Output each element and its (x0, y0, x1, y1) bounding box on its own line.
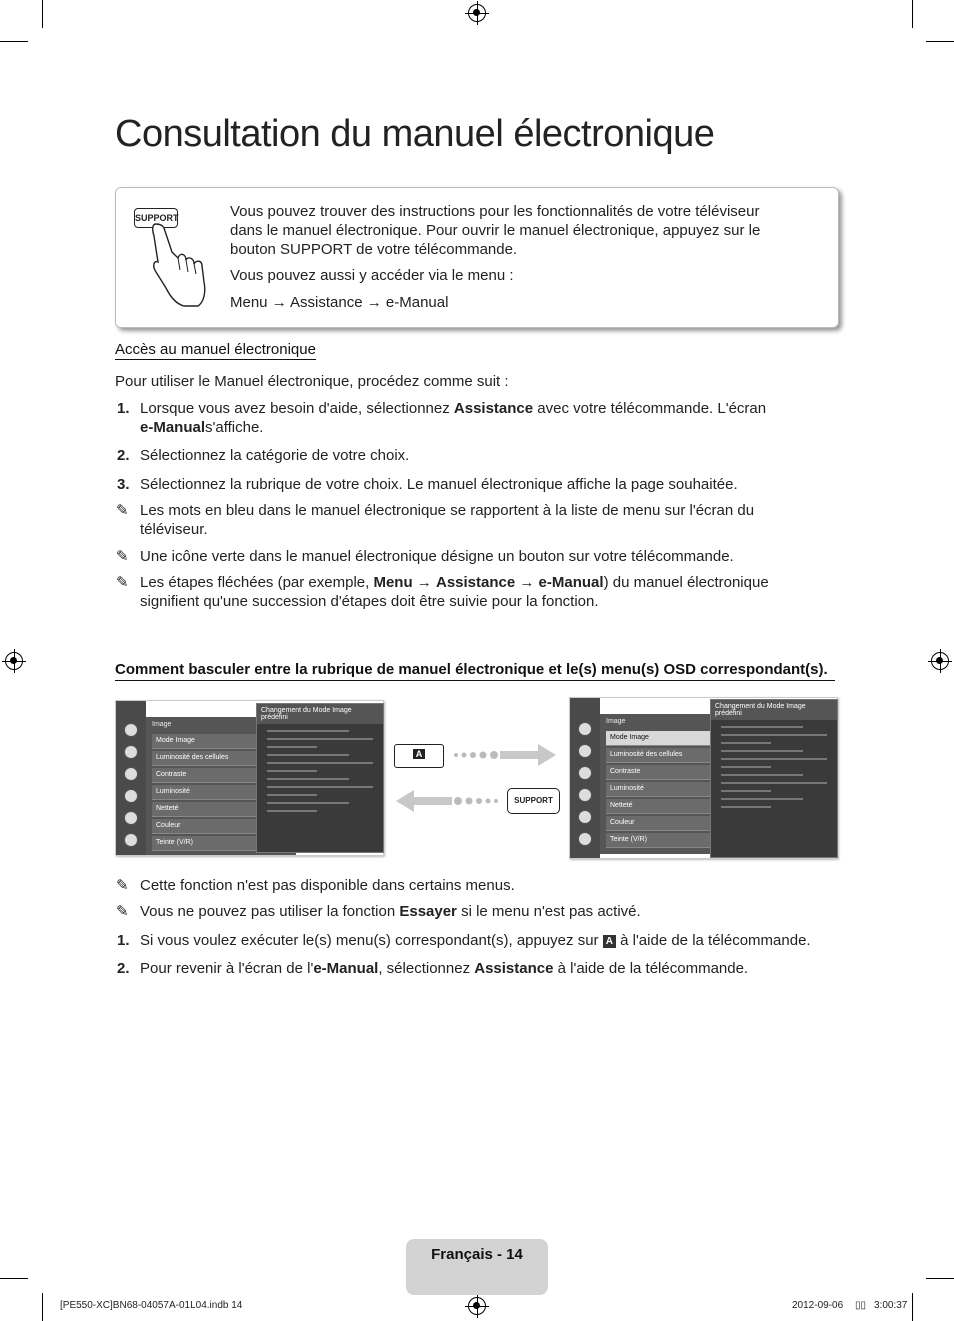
note-text: Une icône verte dans le manuel électronique désigne un bouton sur votre télécommande. (140, 548, 734, 565)
step-number: 1. (117, 400, 130, 417)
menu-header: Image (152, 721, 172, 728)
info-text-line: dans le manuel électronique. Pour ouvrir le manuel électronique, appuyez sur le (230, 222, 761, 239)
info-text-line: Vous pouvez trouver des instructions pour les fonctionnalités de votre téléviseur (230, 203, 760, 220)
manual-panel (710, 699, 838, 858)
note-text: téléviseur. (140, 521, 208, 538)
page-number-tab: Français - 14 (406, 1239, 548, 1295)
note-text: signifient qu'une succession d'étapes doit être suivie pour la fonction. (140, 593, 599, 610)
registration-mark-icon (468, 1297, 486, 1315)
network-icon (124, 789, 138, 803)
network-icon (578, 788, 592, 802)
note-pencil-icon: ✎ (116, 877, 129, 894)
arrow-right-icon (450, 741, 560, 769)
menu-item[interactable]: Luminosité (606, 782, 744, 797)
footer-time: 3:00:37 (874, 1300, 908, 1311)
note-text: Les étapes fléchées (par exemple, Menu → Assistance → e-Manual) du manuel électronique (140, 574, 769, 591)
note-pencil-icon: ✎ (116, 548, 129, 565)
sound-icon (578, 744, 592, 758)
info-text-line: bouton SUPPORT de votre télécommande. (230, 241, 518, 258)
crop-mark (926, 1278, 954, 1279)
step-text: Pour revenir à l'écran de l'e-Manual, sélectionnez Assistance à l'aide de la télécommande. (140, 960, 749, 977)
step-text: Si vous voulez exécuter le(s) menu(s) correspondant(s), appuyez sur A à l'aide de la télécommande. (140, 932, 811, 949)
menu-item[interactable]: Luminosité (152, 785, 290, 800)
page-title: Consultation du manuel électronique (115, 113, 715, 155)
footer-date: 2012-09-06 (792, 1300, 844, 1311)
settings-icon (578, 810, 592, 824)
menu-item-selected[interactable]: Mode Image (606, 731, 744, 746)
support-button-icon: SUPPORT (507, 788, 560, 814)
menu-item[interactable]: Mode Image (152, 734, 290, 749)
crop-mark (42, 1293, 43, 1321)
note-pencil-icon: ✎ (116, 502, 129, 519)
intro-text: Pour utiliser le Manuel électronique, procédez comme suit : (115, 373, 509, 390)
picture-icon (578, 722, 592, 736)
manual-panel-title: Changement du Mode Image prédéfini (711, 700, 837, 720)
support-button-icon: SUPPORT (134, 208, 178, 228)
support-icon (578, 832, 592, 846)
picture-icon (124, 723, 138, 737)
menu-item[interactable]: Luminosité des cellules (152, 751, 290, 766)
crop-mark (912, 1293, 913, 1321)
channel-icon (578, 766, 592, 780)
footer-icon: ▯▯ (855, 1300, 867, 1311)
sound-icon (124, 745, 138, 759)
note-pencil-icon: ✎ (116, 574, 129, 591)
hand-press-icon (150, 222, 210, 308)
note-text: Les mots en bleu dans le manuel électronique se rapportent à la liste de menu sur l'écran du (140, 502, 755, 519)
step-text: Sélectionnez la rubrique de votre choix. Le manuel électronique affiche la page souhaitée. (140, 476, 738, 493)
crop-mark (42, 0, 43, 28)
note-text: Cette fonction n'est pas disponible dans certains menus. (140, 877, 515, 894)
manual-panel-title: Changement du Mode Image prédéfini (257, 704, 383, 724)
menu-item[interactable]: Netteté (152, 802, 290, 817)
crop-mark (0, 1278, 28, 1279)
crop-mark (926, 41, 954, 42)
note-pencil-icon: ✎ (116, 903, 129, 920)
menu-item[interactable]: Teinte (V/R) (152, 836, 290, 851)
crop-mark (912, 0, 913, 28)
footer-file: [PE550-XC]BN68-04057A-01L04.indb 14 (60, 1300, 243, 1311)
registration-mark-icon (468, 4, 486, 22)
arrow-left-icon (392, 787, 504, 815)
crop-mark (0, 41, 28, 42)
step-number: 3. (117, 476, 130, 493)
step-text: Sélectionnez la catégorie de votre choix. (140, 447, 410, 464)
registration-mark-icon (5, 652, 23, 670)
menu-item[interactable]: Contraste (152, 768, 290, 783)
step-number: 1. (117, 932, 130, 949)
info-text-line: Vous pouvez aussi y accéder via le menu : (230, 267, 514, 284)
section-heading: Comment basculer entre la rubrique de manuel électronique et le(s) menu(s) OSD correspondant(s). (115, 661, 835, 681)
settings-icon (124, 811, 138, 825)
a-button-icon: A (394, 744, 444, 768)
channel-icon (124, 767, 138, 781)
menu-item[interactable]: Contraste (606, 765, 744, 780)
screenshot-osd (569, 697, 838, 859)
note-text: Vous ne pouvez pas utiliser la fonction Essayer si le menu n'est pas activé. (140, 903, 641, 920)
support-icon (124, 833, 138, 847)
registration-mark-icon (931, 652, 949, 670)
section-heading: Accès au manuel électronique (115, 341, 316, 358)
step-number: 2. (117, 960, 130, 977)
tv-sidebar (116, 701, 146, 855)
menu-item[interactable]: Teinte (V/R) (606, 833, 744, 848)
step-text: Lorsque vous avez besoin d'aide, sélectionnez Assistance avec votre télécommande. L'écran (140, 400, 767, 417)
menu-header: Image (606, 718, 626, 725)
screenshot-manual (115, 700, 384, 856)
step-text: e-Manuals'affiche. (140, 419, 264, 436)
menu-item[interactable]: Netteté (606, 799, 744, 814)
tv-sidebar (570, 698, 600, 858)
manual-panel (256, 703, 384, 853)
menu-item[interactable]: Couleur (606, 816, 744, 831)
a-button-icon: A (603, 935, 616, 948)
menu-item[interactable]: Luminosité des cellules (606, 748, 744, 763)
step-number: 2. (117, 447, 130, 464)
menu-item[interactable]: Couleur (152, 819, 290, 834)
menu-path: Menu → Assistance → e-Manual (230, 294, 449, 311)
